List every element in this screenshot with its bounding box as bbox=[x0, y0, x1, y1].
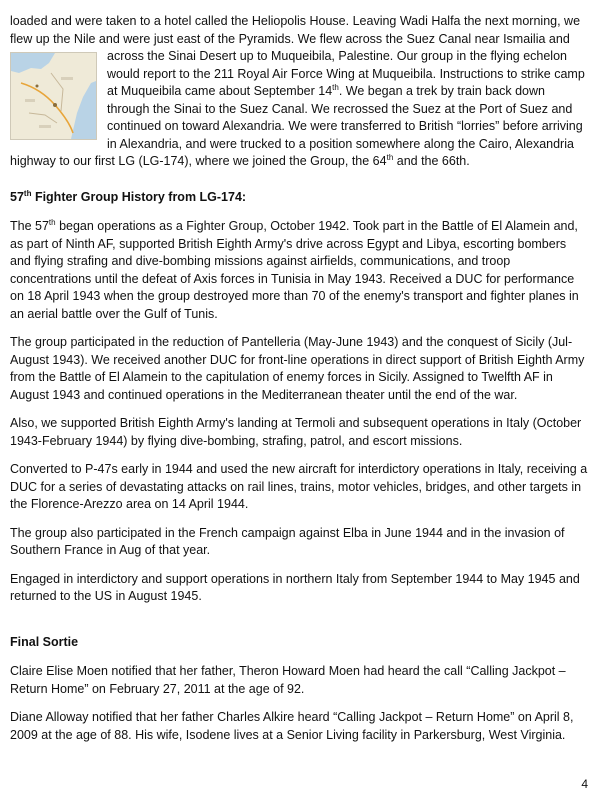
final-sortie-heading: Final Sortie bbox=[10, 634, 79, 649]
history-paragraph-1 bbox=[10, 218, 588, 323]
opening-paragraph bbox=[10, 13, 588, 171]
history-heading-number: 57 bbox=[10, 189, 24, 204]
opening-text-wrap-1: across the Sinai Desert up to Muqueibila, Palestine. Our group in the flying echelon would report to the 211 Royal Air Force Wing at Muqueibila. Instructions to strike camp at Muqueibila came about September 14 bbox=[107, 49, 585, 98]
history-paragraph-6: Engaged in interdictory and support operations in northern Italy from September 1944 to May 1945 and returned to the US in August 1945. bbox=[10, 571, 580, 603]
history-heading-text: Fighter Group History from LG-174: bbox=[31, 189, 247, 204]
date-suffix: th bbox=[332, 82, 339, 92]
history-heading bbox=[10, 189, 588, 207]
history-paragraph-4: Converted to P-47s early in 1944 and used the new aircraft for interdictory operations in Italy, receiving a DUC for a series of devastating attacks on rail lines, trains, motor vehicles, bridges, and other targets in the Florence-Arezzo area on 14 April 1944. bbox=[10, 462, 588, 511]
final-sortie-paragraph-1: Claire Elise Moen notified that her father, Theron Howard Moen had heard the call “Calling Jackpot – Return Home” on February 27, 2011 at the age of 92. bbox=[10, 664, 566, 696]
map-thumbnail-icon bbox=[10, 52, 97, 140]
history-p1-start: The 57 bbox=[10, 219, 49, 233]
document-page bbox=[10, 13, 588, 755]
opening-text-wrap-2: . We began a trek by train back down through the Sinai to the Suez Canal. We recrossed the Suez at the Port of Suez and continued on toward Alexandria. We were transferred to British “lorries” before arriving in Alexandria, and were trucked to a position somewhere along the Cairo, Alexandria highway to our first LG (LG-174), where we joined the Group, the 64 bbox=[10, 84, 583, 168]
opening-text-start: loaded and were taken to a hotel called the Heliopolis House. Leaving Wadi Halfa the next morning, we flew up the Nile and were just east of the Pyramids. We flew across the Suez Canal near Ismailia and bbox=[10, 14, 581, 46]
history-heading-suffix: th bbox=[23, 188, 32, 198]
opening-text-wrap-3: and the 66th. bbox=[393, 154, 470, 168]
history-p1-suffix: th bbox=[48, 217, 56, 227]
page-number: 4 bbox=[581, 777, 588, 791]
history-paragraph-3: Also, we supported British Eighth Army's landing at Termoli and subsequent operations in Italy (October 1943-February 1944) by flying dive-bombing, strafing, patrol, and escort missions. bbox=[10, 416, 582, 448]
final-sortie-paragraph-2: Diane Alloway notified that her father Charles Alkire heard “Calling Jackpot – Return Home” on April 8, 2009 at the age of 88. His wife, Isodene lives at a Senior Living facility in Parkersburg, West Virginia. bbox=[10, 710, 574, 742]
history-p1-text: began operations as a Fighter Group, October 1942. Took part in the Battle of El Alamein and, as part of Ninth AF, supported British Eighth Army's drive across Egypt and Libya, escorting bombers and flying strafing and dive-bombing missions against airfields, communications, and troop concentrations until the defeat of Axis forces in Tunisia in May 1943. Received a DUC for performance on 18 April 1943 when the group destroyed more than 70 of the enemy's transport and fighter planes in an aerial battle over the Gulf of Tunis. bbox=[10, 219, 579, 321]
history-paragraph-2: The group participated in the reduction of Pantelleria (May-June 1943) and the conquest of Sicily (Jul-August 1943). We received another DUC for front-line operations in direct support of British Eighth Army from the Battle of El Alamein to the capitulation of enemy forces in Sicily. Assigned to Twelfth AF in August 1943 and continued operations in the Mediterranean theater until the end of the war. bbox=[10, 335, 585, 402]
ordinal-suffix: th bbox=[386, 152, 394, 162]
history-paragraph-5: The group also participated in the French campaign against Elba in June 1944 and in the invasion of Southern France in Aug of that year. bbox=[10, 525, 565, 557]
